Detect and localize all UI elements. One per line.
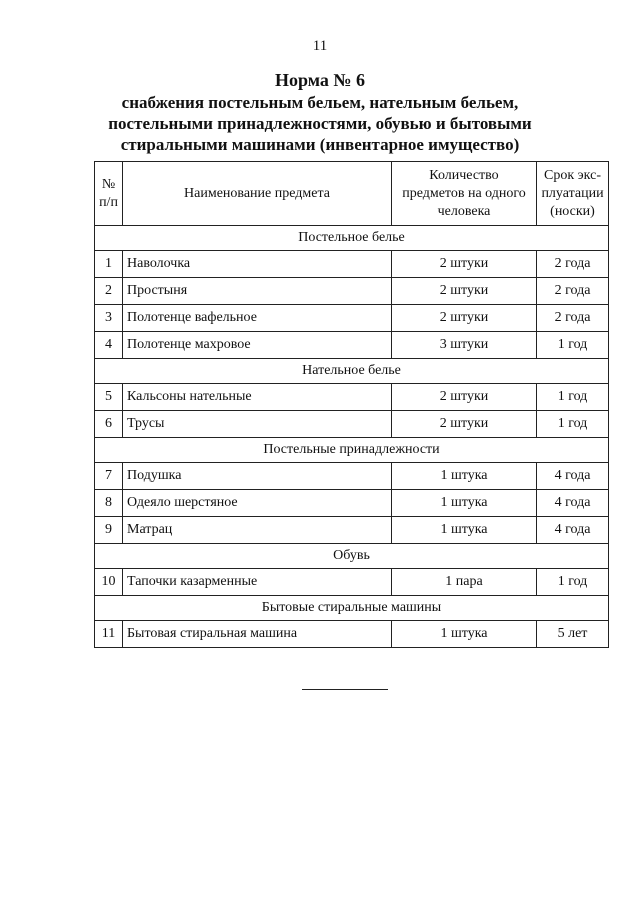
item-quantity: 2 штуки xyxy=(392,411,537,438)
section-title: Нательное белье xyxy=(95,359,609,384)
row-number: 10 xyxy=(95,569,123,596)
item-name: Подушка xyxy=(123,463,392,490)
item-name: Матрац xyxy=(123,517,392,544)
row-number: 9 xyxy=(95,517,123,544)
item-term: 2 года xyxy=(537,251,609,278)
header-term-line: Срок экс- xyxy=(544,167,601,183)
item-term: 4 года xyxy=(537,490,609,517)
table-row xyxy=(95,305,609,332)
table-row xyxy=(95,278,609,305)
header-term-line: плуатации xyxy=(541,185,604,201)
column-header-name: Наименование предмета xyxy=(123,162,392,226)
item-term: 4 года xyxy=(537,463,609,490)
item-quantity: 2 штуки xyxy=(392,384,537,411)
row-number: 8 xyxy=(95,490,123,517)
row-number: 1 xyxy=(95,251,123,278)
section-row xyxy=(95,596,609,621)
section-title: Бытовые стиральные машины xyxy=(95,596,609,621)
item-quantity: 1 пара xyxy=(392,569,537,596)
table-header-row xyxy=(95,162,609,226)
header-number-line: п/п xyxy=(99,194,118,210)
footer-rule xyxy=(302,689,388,690)
item-quantity: 2 штуки xyxy=(392,251,537,278)
item-quantity: 1 штука xyxy=(392,490,537,517)
norm-title: Норма № 6 xyxy=(275,70,365,90)
item-name: Полотенце махровое xyxy=(123,332,392,359)
item-term: 4 года xyxy=(537,517,609,544)
section-title: Обувь xyxy=(95,544,609,569)
item-quantity: 2 штуки xyxy=(392,278,537,305)
column-header-number xyxy=(95,162,123,226)
section-title: Постельное белье xyxy=(95,226,609,251)
item-name: Наволочка xyxy=(123,251,392,278)
header-term-line: (носки) xyxy=(550,203,595,219)
item-term: 1 год xyxy=(537,411,609,438)
item-quantity: 1 штука xyxy=(392,463,537,490)
header-quantity-line: Количество xyxy=(429,167,499,183)
table-body xyxy=(95,226,609,648)
heading-line-1: снабжения постельным бельем, нательным бельем, xyxy=(121,93,519,112)
item-term: 2 года xyxy=(537,305,609,332)
item-quantity: 2 штуки xyxy=(392,305,537,332)
item-name: Тапочки казарменные xyxy=(123,569,392,596)
item-name: Бытовая стиральная машина xyxy=(123,621,392,648)
item-name: Трусы xyxy=(123,411,392,438)
table-row xyxy=(95,569,609,596)
item-name: Кальсоны нательные xyxy=(123,384,392,411)
header-quantity-line: предметов на одного xyxy=(402,185,526,201)
item-term: 1 год xyxy=(537,332,609,359)
section-row xyxy=(95,359,609,384)
column-header-quantity xyxy=(392,162,537,226)
row-number: 4 xyxy=(95,332,123,359)
item-name: Одеяло шерстяное xyxy=(123,490,392,517)
item-quantity: 1 штука xyxy=(392,517,537,544)
section-row xyxy=(95,438,609,463)
section-title: Постельные принадлежности xyxy=(95,438,609,463)
document-heading xyxy=(60,70,580,155)
item-name: Простыня xyxy=(123,278,392,305)
heading-line-3: стиральными машинами (инвентарное имущество) xyxy=(120,135,520,154)
norm-table xyxy=(94,161,609,648)
table-row xyxy=(95,251,609,278)
item-quantity: 1 штука xyxy=(392,621,537,648)
row-number: 2 xyxy=(95,278,123,305)
item-term: 5 лет xyxy=(537,621,609,648)
table-row xyxy=(95,332,609,359)
column-header-term xyxy=(537,162,609,226)
table-row xyxy=(95,411,609,438)
section-row xyxy=(95,544,609,569)
header-number-line: № xyxy=(101,176,116,192)
row-number: 6 xyxy=(95,411,123,438)
row-number: 5 xyxy=(95,384,123,411)
item-term: 1 год xyxy=(537,384,609,411)
table-row xyxy=(95,490,609,517)
row-number: 11 xyxy=(95,621,123,648)
table-row xyxy=(95,621,609,648)
section-row xyxy=(95,226,609,251)
row-number: 7 xyxy=(95,463,123,490)
row-number: 3 xyxy=(95,305,123,332)
page-number: 11 xyxy=(312,38,328,54)
header-quantity-line: человека xyxy=(437,203,491,219)
table-row xyxy=(95,384,609,411)
table-row xyxy=(95,517,609,544)
item-term: 1 год xyxy=(537,569,609,596)
item-term: 2 года xyxy=(537,278,609,305)
heading-line-2: постельными принадлежностями, обувью и бытовыми xyxy=(108,114,532,133)
item-name: Полотенце вафельное xyxy=(123,305,392,332)
table-row xyxy=(95,463,609,490)
item-quantity: 3 штуки xyxy=(392,332,537,359)
